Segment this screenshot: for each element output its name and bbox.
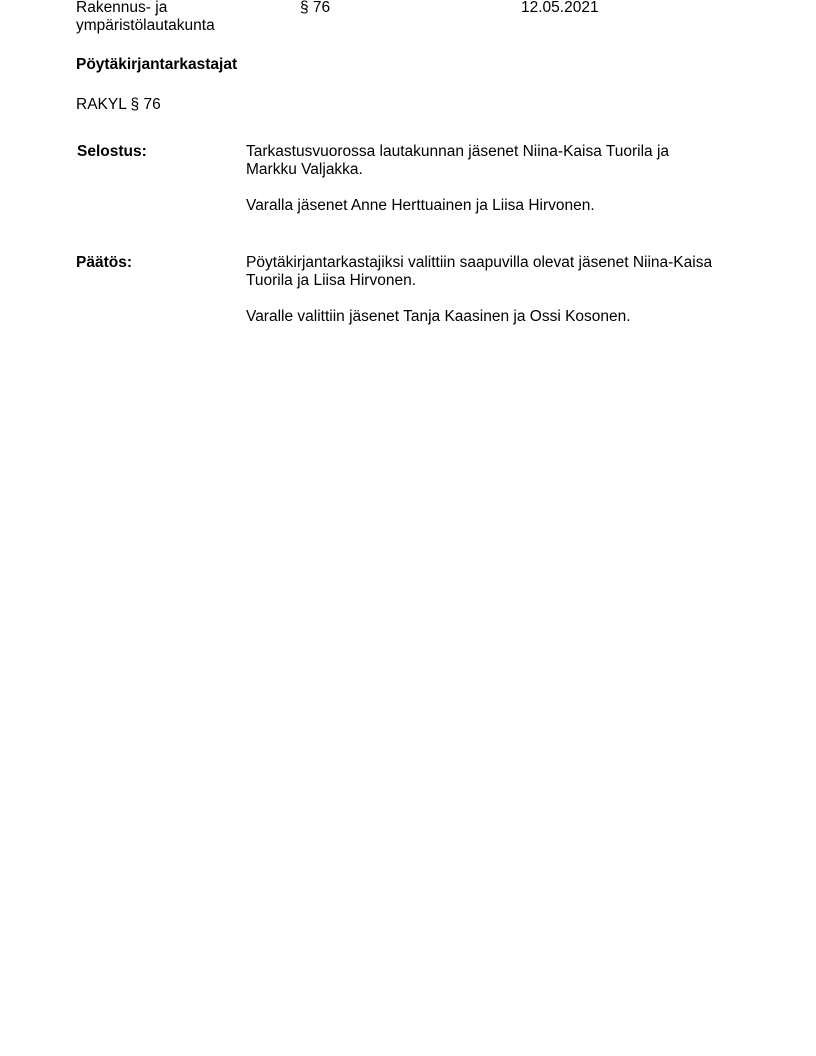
document-reference: RAKYL § 76 (76, 96, 161, 113)
header-organization (76, 0, 276, 35)
selostus-paragraph-2: Varalla jäsenet Anne Herttuainen ja Liisa Hirvonen. (246, 197, 595, 214)
paatos-paragraph-2: Varalle valittiin jäsenet Tanja Kaasinen ja Ossi Kosonen. (246, 308, 631, 325)
paatos-paragraph-1-line-2: Tuorila ja Liisa Hirvonen. (246, 272, 417, 289)
selostus-body (246, 143, 746, 233)
header-date: 12.05.2021 (521, 0, 599, 16)
paatos-paragraph-1 (246, 254, 746, 290)
selostus-paragraph-1-line-2: Markku Valjakka. (246, 161, 363, 178)
paatos-body (246, 254, 746, 344)
selostus-paragraph-1 (246, 143, 746, 179)
header-section-number: § 76 (300, 0, 331, 16)
selostus-label: Selostus: (77, 143, 147, 160)
paatos-label: Päätös: (76, 254, 132, 271)
paatos-paragraph-1-line-1: Pöytäkirjantarkastajiksi valittiin saapuvilla olevat jäsenet Niina-Kaisa (246, 254, 713, 271)
selostus-paragraph-1-line-1: Tarkastusvuorossa lautakunnan jäsenet Niina-Kaisa Tuorila ja (246, 143, 670, 160)
document-title: Pöytäkirjantarkastajat (76, 56, 238, 73)
header-organization-line1: Rakennus- ja (76, 0, 168, 16)
header-organization-line2: ympäristölautakunta (76, 17, 215, 34)
